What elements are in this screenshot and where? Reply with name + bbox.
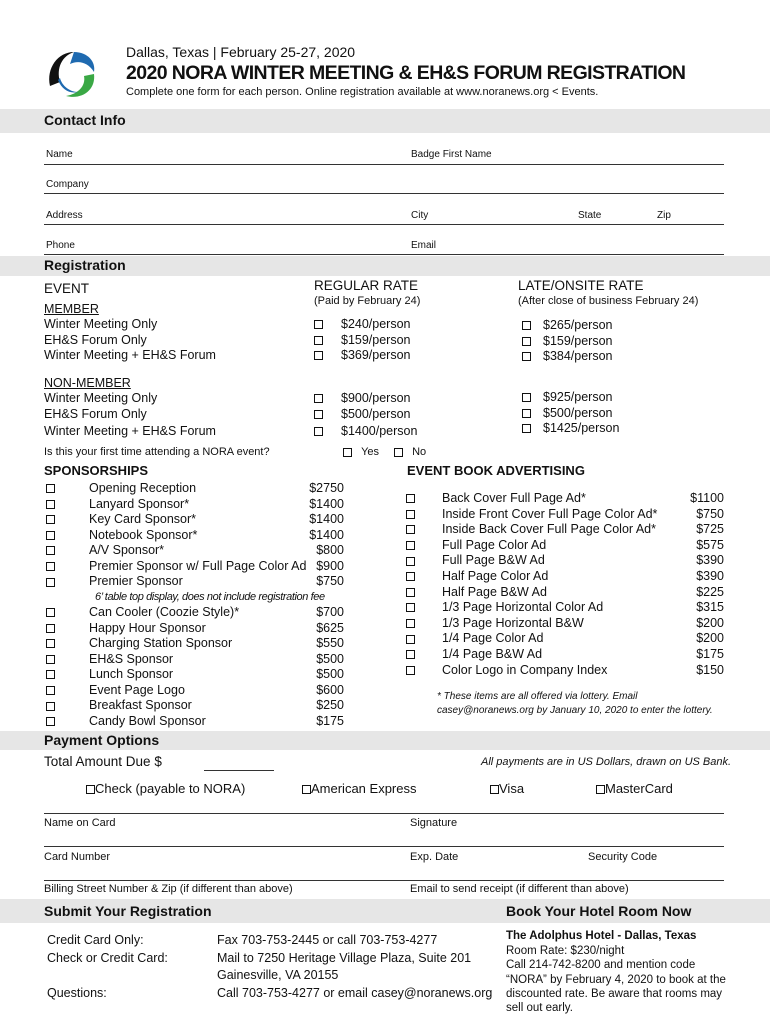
checkbox[interactable]	[522, 352, 531, 361]
sponsor-price: $1400	[309, 527, 344, 542]
ad-price: $750	[696, 506, 724, 521]
checkbox[interactable]	[394, 448, 403, 457]
rate: $159/person	[341, 332, 411, 347]
regular-rate-note: (Paid by February 24)	[314, 295, 421, 307]
checkbox[interactable]	[302, 785, 311, 794]
sponsorship-prices-a	[290, 481, 344, 590]
security-code-label: Security Code	[588, 851, 658, 863]
rate: $500/person	[543, 405, 613, 420]
checkbox[interactable]	[406, 525, 415, 534]
credit-card-only-label: Credit Card Only:	[47, 933, 144, 947]
checkbox[interactable]	[46, 686, 55, 695]
checkbox[interactable]	[406, 666, 415, 675]
event-location-date: Dallas, Texas | February 25-27, 2020	[126, 44, 356, 60]
rate: $900/person	[341, 391, 411, 405]
checkbox[interactable]	[522, 424, 531, 433]
checkbox[interactable]	[490, 785, 499, 794]
hotel-line-2: “NORA” by February 4, 2020 to book at the	[506, 974, 726, 986]
checkbox[interactable]	[46, 546, 55, 555]
checkbox[interactable]	[86, 785, 95, 794]
page-subtitle: Complete one form for each person. Online registration available at www.noranews.org < Events.	[126, 86, 599, 98]
payment-visa-option[interactable]	[490, 781, 524, 796]
ad-price: $200	[696, 615, 724, 630]
checkbox[interactable]	[406, 588, 415, 597]
sponsorship-labels-a	[89, 481, 306, 590]
questions-label: Questions:	[47, 986, 107, 1000]
address-field-line[interactable]	[44, 224, 724, 225]
registration-heading: Registration	[44, 257, 126, 273]
ad-price: $575	[696, 537, 724, 552]
email-receipt-label: Email to send receipt (if different than above)	[410, 883, 629, 895]
no-label: No	[412, 446, 427, 458]
payment-divider	[44, 813, 724, 814]
nonmember-event: Winter Meeting + EH&S Forum	[44, 424, 216, 438]
ad-price: $725	[696, 522, 724, 537]
sponsor-price: $550	[316, 636, 344, 651]
amex-label: American Express	[311, 781, 417, 796]
sponsor-price: $750	[316, 574, 344, 589]
card-field-line[interactable]	[44, 880, 724, 881]
sponsor-price: $1400	[309, 496, 344, 511]
ad-item: Half Page Color Ad	[442, 568, 549, 583]
checkbox[interactable]	[406, 635, 415, 644]
address-label: Address	[46, 210, 83, 221]
checkbox[interactable]	[406, 650, 415, 659]
rate: $500/person	[341, 406, 411, 421]
checkbox[interactable]	[522, 321, 531, 330]
ad-item: Inside Front Cover Full Page Color Ad*	[442, 506, 658, 521]
checkbox[interactable]	[46, 578, 55, 587]
check-or-credit-value-2: Gainesville, VA 20155	[217, 968, 339, 982]
ad-price: $390	[696, 568, 724, 583]
checkbox[interactable]	[46, 702, 55, 711]
name-on-card-label: Name on Card	[44, 817, 116, 829]
state-label: State	[578, 210, 602, 221]
checkbox[interactable]	[314, 410, 323, 419]
checkbox[interactable]	[46, 500, 55, 509]
sponsorship-checkboxes-a	[46, 481, 55, 590]
zip-label: Zip	[657, 210, 671, 221]
sponsorships-heading: SPONSORSHIPS	[44, 463, 149, 478]
sponsor-item: Notebook Sponsor*	[89, 527, 198, 542]
hotel-line-4: sell out early.	[506, 1002, 573, 1014]
sponsor-price: $1400	[309, 512, 344, 527]
sponsor-item: A/V Sponsor*	[89, 543, 165, 558]
sponsor-price: $175	[316, 713, 344, 728]
checkbox[interactable]	[522, 393, 531, 402]
rate: $265/person	[543, 318, 613, 332]
mastercard-label: MasterCard	[605, 781, 673, 796]
nonmember-late-rates	[522, 390, 619, 437]
ad-price: $225	[696, 584, 724, 599]
checkbox[interactable]	[314, 394, 323, 403]
check-label: Check (payable to NORA)	[95, 781, 246, 796]
nonmember-regular-rates	[314, 391, 417, 440]
email-label: Email	[411, 240, 437, 251]
checkbox[interactable]	[406, 494, 415, 503]
ad-item: Back Cover Full Page Ad*	[442, 491, 586, 505]
sponsor-item: Key Card Sponsor*	[89, 512, 197, 527]
nonmember-event: Winter Meeting Only	[44, 391, 158, 405]
sponsor-price: $500	[316, 651, 344, 666]
sponsor-price: $500	[316, 667, 344, 682]
ad-price: $150	[696, 662, 724, 677]
sponsor-item: Breakfast Sponsor	[89, 698, 192, 713]
sponsorship-checkboxes-b	[46, 605, 55, 729]
checkbox[interactable]	[46, 670, 55, 679]
sponsor-price: $2750	[309, 481, 344, 495]
sponsor-item: Happy Hour Sponsor	[89, 620, 206, 635]
checkbox[interactable]	[46, 484, 55, 493]
rate: $384/person	[543, 349, 613, 363]
checkbox[interactable]	[406, 557, 415, 566]
name-signature-field-line[interactable]	[44, 846, 724, 847]
event-column-header: EVENT	[44, 281, 90, 296]
ad-item: Half Page B&W Ad	[442, 584, 547, 599]
hotel-line-1: Call 214-742-8200 and mention code	[506, 959, 696, 971]
nora-logo	[44, 46, 100, 102]
payment-check-option[interactable]	[86, 781, 245, 796]
checkbox[interactable]	[522, 337, 531, 346]
checkbox[interactable]	[314, 336, 323, 345]
checkbox[interactable]	[406, 572, 415, 581]
check-or-credit-label: Check or Credit Card:	[47, 951, 168, 965]
checkbox[interactable]	[46, 624, 55, 633]
checkbox[interactable]	[46, 515, 55, 524]
late-rate-note: (After close of business February 24)	[518, 295, 699, 307]
exp-date-label: Exp. Date	[410, 851, 459, 863]
member-regular-rates	[314, 317, 411, 364]
sponsor-price: $900	[316, 558, 344, 573]
member-late-rates	[522, 318, 613, 365]
member-events	[44, 317, 216, 364]
advertising-checkboxes	[406, 491, 415, 678]
rate: $369/person	[341, 348, 411, 362]
rate: $159/person	[543, 333, 613, 348]
sponsor-item: Opening Reception	[89, 481, 197, 495]
credit-card-only-value: Fax 703-753-2445 or call 703-753-4277	[217, 933, 438, 947]
sponsorship-labels-b	[89, 605, 239, 729]
advertising-heading: EVENT BOOK ADVERTISING	[407, 463, 585, 478]
hotel-line-3: discounted rate. Be aware that rooms may	[506, 988, 723, 1000]
page-title: 2020 NORA WINTER MEETING & EH&S FORUM REGISTRATION	[126, 62, 686, 84]
checkbox[interactable]	[314, 320, 323, 329]
phone-label: Phone	[46, 240, 75, 251]
first-time-question: Is this your first time attending a NORA event?	[44, 446, 270, 458]
checkbox[interactable]	[314, 351, 323, 360]
ad-price: $200	[696, 631, 724, 646]
rate: $1425/person	[543, 421, 620, 435]
lottery-note-line1: * These items are all offered via lottery. Email	[437, 691, 638, 702]
company-field-line[interactable]	[44, 193, 724, 194]
table-display-note: 6’ table top display, does not include registration fee	[95, 591, 325, 603]
badge-first-name-label: Badge First Name	[411, 149, 492, 160]
payment-heading: Payment Options	[44, 732, 160, 748]
rate: $240/person	[341, 317, 411, 331]
checkbox[interactable]	[522, 409, 531, 418]
ad-price: $390	[696, 553, 724, 568]
sponsor-price: $250	[316, 698, 344, 713]
ad-price: $315	[696, 600, 724, 615]
checkbox[interactable]	[406, 603, 415, 612]
ad-item: 1/3 Page Horizontal Color Ad	[442, 600, 604, 615]
card-number-label: Card Number	[44, 851, 111, 863]
sponsor-item: EH&S Sponsor	[89, 651, 174, 666]
ad-item: Full Page Color Ad	[442, 537, 547, 552]
checkbox[interactable]	[406, 619, 415, 628]
name-field-line[interactable]	[44, 164, 724, 165]
billing-label: Billing Street Number & Zip (if different than above)	[44, 883, 293, 895]
first-time-no[interactable]	[394, 446, 426, 458]
yes-label: Yes	[361, 446, 380, 458]
sponsor-item: Lunch Sponsor	[89, 667, 174, 682]
sponsor-item: Lanyard Sponsor*	[89, 496, 190, 511]
submit-heading: Submit Your Registration	[44, 903, 212, 919]
questions-value: Call 703-753-4277 or email casey@noranews.org	[217, 986, 493, 1000]
lottery-note-line2: casey@noranews.org by January 10, 2020 to enter the lottery.	[437, 705, 713, 716]
rate: $1400/person	[341, 424, 418, 438]
hotel-name: The Adolphus Hotel - Dallas, Texas	[506, 930, 697, 942]
ad-item: 1/4 Page B&W Ad	[442, 646, 543, 661]
nonmember-event: EH&S Forum Only	[44, 406, 147, 421]
sponsor-item: Event Page Logo	[89, 682, 185, 697]
nonmember-label: NON-MEMBER	[44, 376, 131, 390]
checkbox[interactable]	[406, 510, 415, 519]
payment-amex-option[interactable]	[302, 781, 416, 796]
contact-heading: Contact Info	[44, 112, 126, 128]
sponsor-item: Premier Sponsor	[89, 574, 183, 589]
checkbox[interactable]	[46, 639, 55, 648]
sponsor-price: $800	[316, 543, 344, 558]
hotel-heading: Book Your Hotel Room Now	[506, 903, 692, 919]
total-amount-field-line[interactable]	[204, 770, 274, 771]
member-label: MEMBER	[44, 302, 99, 316]
ad-item: Inside Back Cover Full Page Color Ad*	[442, 522, 656, 537]
sponsor-price: $625	[316, 620, 344, 635]
checkbox[interactable]	[46, 717, 55, 726]
rate: $925/person	[543, 390, 613, 404]
sponsor-item: Candy Bowl Sponsor	[89, 713, 206, 728]
sponsorship-prices-b	[290, 605, 344, 729]
total-amount-due-label: Total Amount Due $	[44, 754, 162, 769]
checkbox[interactable]	[406, 541, 415, 550]
regular-rate-header: REGULAR RATE	[314, 278, 419, 293]
sponsor-item: Premier Sponsor w/ Full Page Color Ad	[89, 558, 307, 573]
name-label: Name	[46, 149, 73, 160]
city-label: City	[411, 210, 429, 221]
visa-label: Visa	[499, 781, 525, 796]
ad-item: 1/4 Page Color Ad	[442, 631, 544, 646]
checkbox[interactable]	[46, 562, 55, 571]
payment-mastercard-option[interactable]	[596, 781, 673, 796]
checkbox[interactable]	[314, 427, 323, 436]
member-event: Winter Meeting + EH&S Forum	[44, 348, 216, 362]
ad-item: Full Page B&W Ad	[442, 553, 545, 568]
sponsor-price: $700	[316, 605, 344, 619]
ad-price: $1100	[690, 491, 724, 505]
checkbox[interactable]	[596, 785, 605, 794]
sponsor-item: Charging Station Sponsor	[89, 636, 233, 651]
first-time-yes[interactable]	[343, 446, 379, 458]
checkbox[interactable]	[46, 531, 55, 540]
checkbox[interactable]	[343, 448, 352, 457]
member-event: EH&S Forum Only	[44, 332, 147, 347]
currency-note: All payments are in US Dollars, drawn on US Bank.	[481, 756, 732, 768]
checkbox[interactable]	[46, 655, 55, 664]
ad-item: 1/3 Page Horizontal B&W	[442, 615, 584, 630]
nonmember-events	[44, 391, 216, 440]
checkbox[interactable]	[46, 608, 55, 617]
signature-label: Signature	[410, 817, 458, 829]
sponsor-price: $600	[316, 682, 344, 697]
member-event: Winter Meeting Only	[44, 317, 158, 331]
advertising-prices	[670, 491, 724, 678]
check-or-credit-value-1: Mail to 7250 Heritage Village Plaza, Suite 201	[217, 951, 472, 965]
phone-email-field-line[interactable]	[44, 254, 724, 255]
ad-price: $175	[696, 646, 724, 661]
ad-item: Color Logo in Company Index	[442, 662, 608, 677]
sponsor-item: Can Cooler (Coozie Style)*	[89, 605, 240, 619]
advertising-labels	[442, 491, 657, 678]
company-label: Company	[46, 179, 89, 190]
hotel-rate: Room Rate: $230/night	[506, 945, 625, 957]
late-rate-header: LATE/ONSITE RATE	[518, 278, 644, 293]
